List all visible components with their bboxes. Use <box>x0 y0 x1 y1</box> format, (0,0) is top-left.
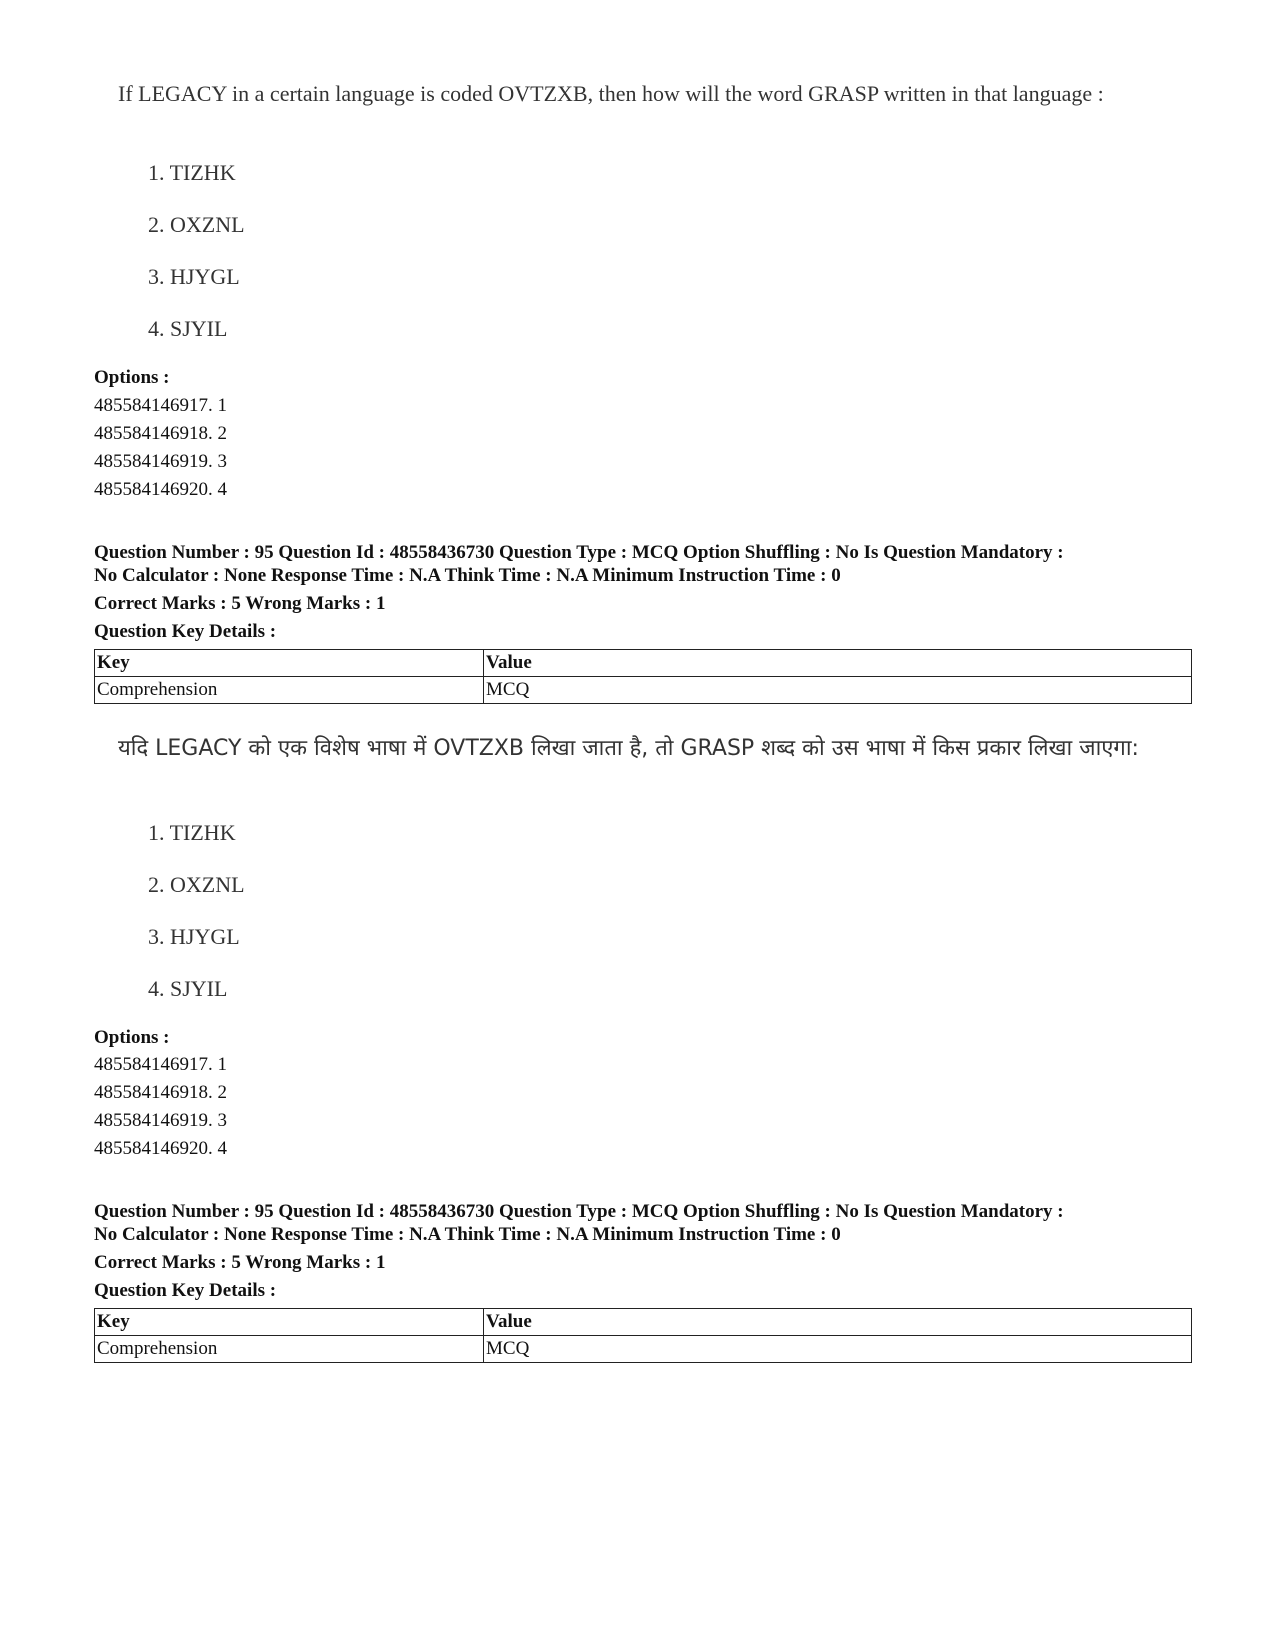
key-details-label: Question Key Details : <box>94 621 277 642</box>
options-label: Options : <box>94 1027 170 1048</box>
question-meta-line: No Calculator : None Response Time : N.A Think Time : N.A Minimum Instruction Time : 0 <box>94 565 841 586</box>
table-cell: MCQ <box>484 677 1192 704</box>
table-header-row <box>95 1309 1192 1336</box>
table-cell: MCQ <box>484 1336 1192 1363</box>
key-details-table <box>94 649 1192 704</box>
question-choice-2: 2. OXZNL <box>148 212 245 237</box>
option-id-line: 485584146917. 1 <box>94 395 227 416</box>
option-id-line: 485584146919. 3 <box>94 1110 227 1131</box>
marks-line: Correct Marks : 5 Wrong Marks : 1 <box>94 1252 386 1273</box>
options-label: Options : <box>94 367 170 388</box>
key-details-table <box>94 1308 1192 1363</box>
question-meta-line: Question Number : 95 Question Id : 48558436730 Question Type : MCQ Option Shuffling : No Is Question Mandatory : <box>94 1201 1064 1222</box>
table-header-cell: Value <box>484 650 1192 677</box>
table-row <box>95 677 1192 704</box>
option-id-line: 485584146918. 2 <box>94 423 227 444</box>
key-details-label: Question Key Details : <box>94 1280 277 1301</box>
question-meta-line: No Calculator : None Response Time : N.A Think Time : N.A Minimum Instruction Time : 0 <box>94 1224 841 1245</box>
table-header-cell: Key <box>95 1309 484 1336</box>
option-id-line: 485584146920. 4 <box>94 479 227 500</box>
question-choice-4: 4. SJYIL <box>148 976 228 1001</box>
option-id-line: 485584146920. 4 <box>94 1138 227 1159</box>
question-choice-1: 1. TIZHK <box>148 160 236 185</box>
table-cell: Comprehension <box>95 677 484 704</box>
option-id-line: 485584146917. 1 <box>94 1054 227 1075</box>
question-choice-3: 3. HJYGL <box>148 264 240 289</box>
question-choice-3: 3. HJYGL <box>148 924 240 949</box>
table-cell: Comprehension <box>95 1336 484 1363</box>
question-choice-1: 1. TIZHK <box>148 820 236 845</box>
question-meta-line: Question Number : 95 Question Id : 48558436730 Question Type : MCQ Option Shuffling : No Is Question Mandatory : <box>94 542 1064 563</box>
question-choice-2: 2. OXZNL <box>148 872 245 897</box>
marks-line: Correct Marks : 5 Wrong Marks : 1 <box>94 593 386 614</box>
question-text-english: If LEGACY in a certain language is coded OVTZXB, then how will the word GRASP written in that language : <box>118 81 1104 106</box>
question-text-hindi: यदि LEGACY को एक विशेष भाषा में OVTZXB लिखा जाता है, तो GRASP शब्द को उस भाषा में किस प्रकार लिखा जाएगा: <box>118 736 1139 761</box>
table-header-cell: Key <box>95 650 484 677</box>
question-choice-4: 4. SJYIL <box>148 316 228 341</box>
table-row <box>95 1336 1192 1363</box>
table-header-cell: Value <box>484 1309 1192 1336</box>
option-id-line: 485584146918. 2 <box>94 1082 227 1103</box>
option-id-line: 485584146919. 3 <box>94 451 227 472</box>
table-header-row <box>95 650 1192 677</box>
